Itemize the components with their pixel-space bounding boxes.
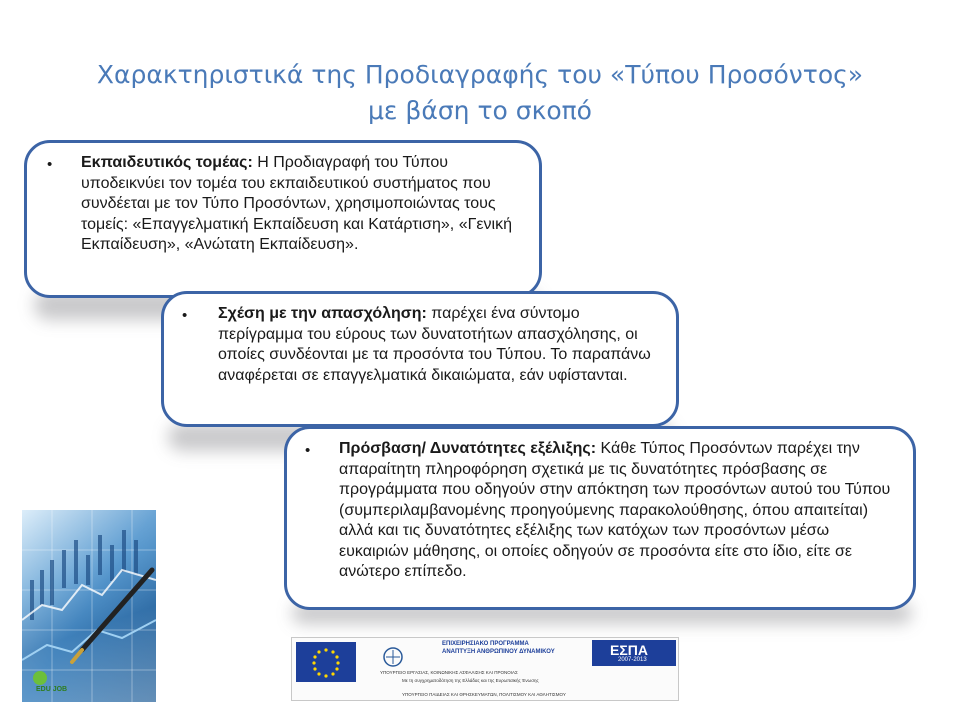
espa-text: ΕΣΠΑ [610, 642, 648, 658]
cofund-text: Με τη συγχρηματοδότηση της Ελλάδας και της Ευρωπαϊκής Ένωσης [402, 678, 539, 683]
educational-sector-body: Η Προδιαγραφή του Τύπου υποδεικνύει τον τομέα του εκπαιδευτικού συστήματος που συνδέεται με τον Τύπο Προσόντων, χρησιμοποιώντας τους τομείς: «Επαγγελματική Εκπαίδευση και Κατάρτιση», «Γενική Εκπαίδευση», «Ανώτατη Εκπαίδευση». [81, 154, 512, 253]
ministry-bottom-text: ΥΠΟΥΡΓΕΙΟ ΠΑΙΔΕΙΑΣ ΚΑΙ ΘΡΗΣΚΕΥΜΑΤΩΝ, ΠΟΛΙΤΙΣΜΟΥ ΚΑΙ ΑΘΛΗΤΙΣΜΟΥ [402, 692, 566, 697]
funding-logos-banner [291, 637, 679, 701]
access-progression-heading: Πρόσβαση/ Δυνατότητες εξέλιξης: [339, 440, 597, 457]
edujob-logo-text: EDU JOB [36, 686, 68, 693]
eu-flag-icon [296, 642, 356, 682]
greek-emblem-icon [382, 646, 404, 668]
finance-chart-photo [22, 510, 156, 702]
edujob-logo-icon [33, 671, 47, 685]
employment-relation-box [161, 291, 679, 427]
bullet: • [182, 307, 188, 324]
chart-graphic [22, 510, 156, 702]
espa-logo [592, 640, 676, 666]
access-progression-text [339, 439, 903, 583]
educational-sector-heading: Εκπαιδευτικός τομέας: [81, 154, 253, 171]
slide-title [60, 57, 900, 129]
employment-relation-body: παρέχει ένα σύντομο περίγραμμα του εύρους των δυνατοτήτων απασχόλησης, οι οποίες συνδέονται με τα προσόντα του Τύπου. Το παραπάνω αναφέρεται σε επαγγελματικά δικαιώματα, εάν υφίστανται. [218, 305, 651, 384]
employment-relation-heading: Σχέση με την απασχόληση: [218, 305, 427, 322]
bullet: • [305, 442, 311, 459]
slide-title-line1: Χαρακτηριστικά της Προδιαγραφής του «Τύπου Προσόντος» [96, 60, 864, 89]
access-progression-body: Κάθε Τύπος Προσόντων παρέχει την απαραίτητη πληροφόρηση σχετικά με τις δυνατότητες πρόσβασης σε προγράμματα που οδηγούν στην απόκτηση των προσόντων αυτού του Τύπου (συμπεριλαμβανομένης προηγούμενης παρακολούθησης, όπου απαιτείται) αλλά και τις δυνατότητες εξέλιξης των κατόχων των προσόντων μέσω ευκαιριών μάθησης, οι οποίες οδηγούν σε προσόντα είτε στο ίδιο, είτε σε ανώτερο επίπεδο. [339, 440, 891, 580]
espa-years: 2007-2013 [618, 657, 647, 663]
ministry-text: ΥΠΟΥΡΓΕΙΟ ΕΡΓΑΣΙΑΣ, ΚΟΙΝΩΝΙΚΗΣ ΑΣΦΑΛΙΣΗΣ ΚΑΙ ΠΡΟΝΟΙΑΣ [380, 670, 518, 675]
program-line2: ΑΝΑΠΤΥΞΗ ΑΝΘΡΩΠΙΝΟΥ ΔΥΝΑΜΙΚΟΥ [442, 649, 555, 655]
program-line1: ΕΠΙΧΕΙΡΗΣΙΑΚΟ ΠΡΟΓΡΑΜΜΑ [442, 641, 529, 647]
employment-relation-text [218, 304, 666, 386]
access-progression-box [284, 426, 916, 610]
bullet: • [47, 156, 53, 173]
educational-sector-box [24, 140, 542, 298]
educational-sector-text [81, 153, 533, 256]
slide-title-line2: με βάση το σκοπό [368, 96, 592, 125]
